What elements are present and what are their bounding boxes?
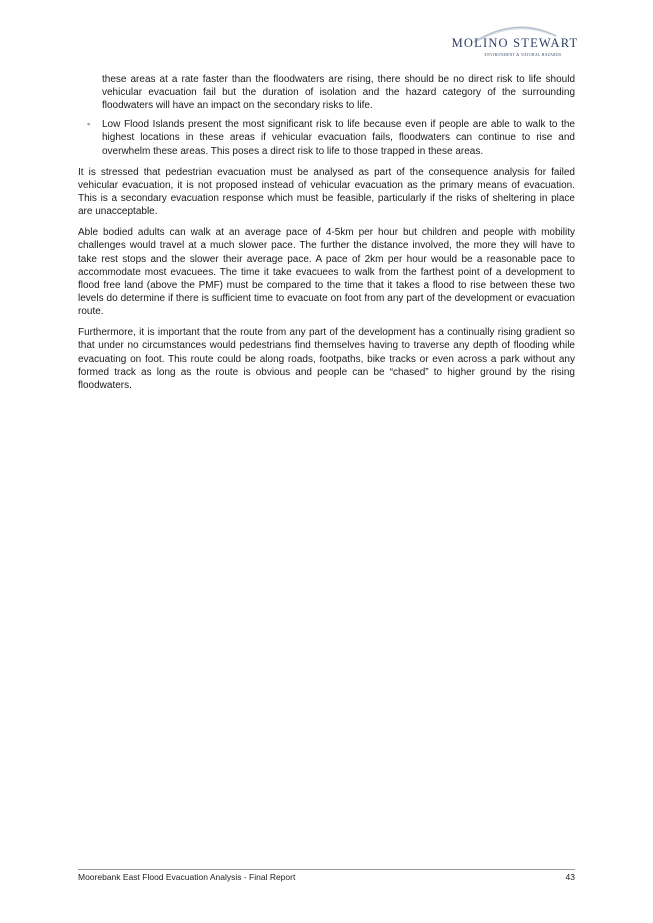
logo-tagline: ENVIRONMENT & NATURAL HAZARDS [484,53,562,57]
bullet-text: Low Flood Islands present the most significant risk to life because even if people are able to walk to the highest locations in these areas if vehicular evacuation fails, floodwaters can continue to rise and overwhelm these areas. This poses a direct risk to life to those trapped in these areas. [102,119,575,157]
paragraph-walking-pace: Able bodied adults can walk at an average pace of 4-5km per hour but children and people with mobility challenges would travel at a much slower pace. The further the distance involved, the more they will have to take rest stops and the slower their average pace. A pace of 2km per hour would be a reasonable pace to accommodate most evacuees. The time it take evacuees to walk from the farthest point of a development to flood free land (above the PMF) must be compared to the time that it takes a flood to rise between these two levels do determine if there is sufficient time to evacuate on foot from any part of the development or evacuation route. [78,227,575,318]
paragraph-pedestrian-evacuation: It is stressed that pedestrian evacuation must be analysed as part of the consequence analysis for failed vehicular evacuation, it is not proposed instead of vehicular evacuation as the primary means of evacuation. This is a secondary evacuation response which must be feasible, particularly if the risks of sheltering in place are unacceptable. [78,166,575,218]
bullet-continuation [102,73,575,113]
bullet-square-icon: ▪ [87,119,91,130]
footer-divider [78,869,575,870]
logo-name: MOLINO STEWART [451,36,579,50]
paragraph-rising-gradient: Furthermore, it is important that the route from any part of the development has a continually rising gradient so that under no circumstances would pedestrians find themselves having to traverse any depth of flooding while evacuating on foot. This route could be along roads, footpaths, bike tracks or even across a park without any formed track as long as the route is obvious and people can be “chased” to higher ground by the rising floodwaters. [78,327,575,392]
bullet-item [87,118,575,158]
molino-stewart-logo [444,22,578,62]
report-body [78,73,575,400]
footer-page-number: 43 [565,872,575,882]
footer-report-title: Moorebank East Flood Evacuation Analysis - Final Report [78,872,296,882]
bullet-list [78,73,575,158]
continuation-text: these areas at a rate faster than the floodwaters are rising, there should be no direct risk to life should vehicular evacuation fail but the duration of isolation and the hazard category of the surrounding floodwaters will have an impact on the secondary risks to life. [102,74,575,112]
